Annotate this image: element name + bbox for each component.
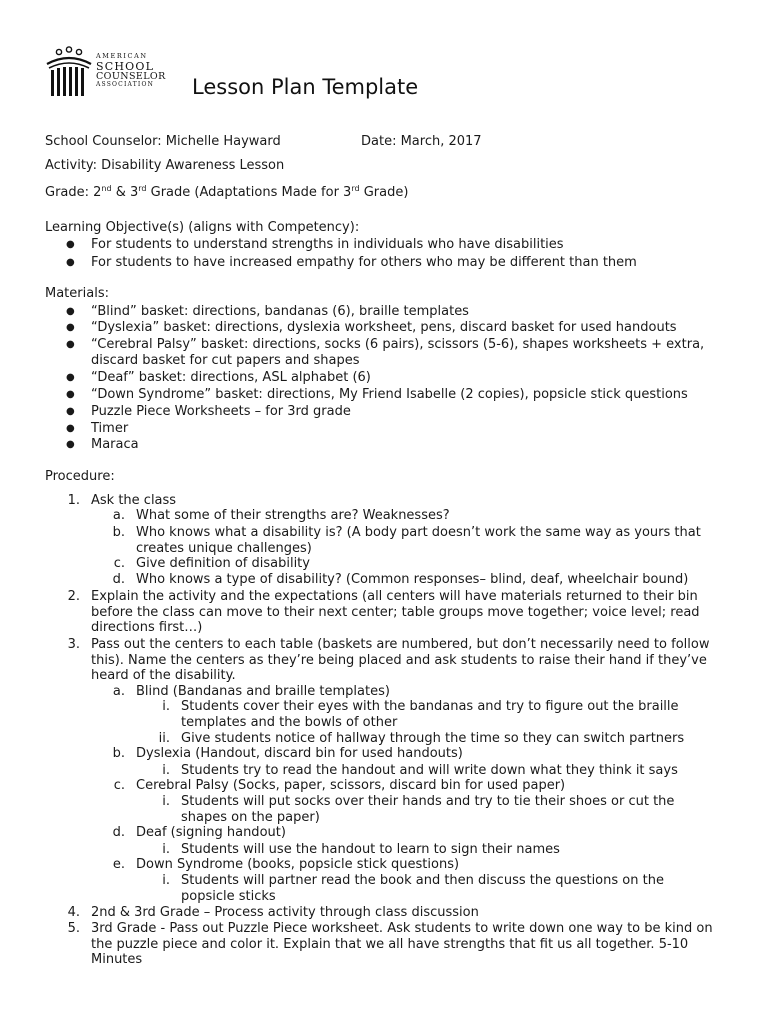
- procedure-step: 2nd & 3rd Grade – Process activity through class discussion: [91, 905, 479, 920]
- bullet-icon: ●: [66, 322, 75, 333]
- grade-superscript: rd: [138, 184, 147, 193]
- logo-line-association: ASSOCIATION: [96, 81, 155, 88]
- procedure-detail: Students try to read the handout and will write down what they think it says: [181, 763, 678, 778]
- procedure-step-continued: heard of the disability.: [91, 668, 236, 683]
- procedure-detail: Give students notice of hallway through the time so they can switch partners: [181, 731, 685, 746]
- list-marker: i.: [162, 873, 170, 888]
- grade-line: [45, 181, 408, 201]
- procedure-substep-continued: creates unique challenges): [136, 541, 312, 556]
- list-marker: c.: [113, 556, 125, 571]
- bullet-icon: ●: [66, 257, 75, 268]
- objective-item: For students to understand strengths in individuals who have disabilities: [91, 237, 564, 252]
- list-marker: i.: [162, 763, 170, 778]
- procedure-substep: Give definition of disability: [136, 556, 310, 571]
- list-marker: i.: [162, 794, 170, 809]
- activity-line: Activity: Disability Awareness Lesson: [45, 158, 285, 173]
- list-marker: e.: [112, 857, 125, 872]
- bullet-icon: ●: [66, 423, 75, 434]
- list-marker: d.: [112, 572, 125, 587]
- material-item: “Down Syndrome” basket: directions, My Friend Isabelle (2 copies), popsicle stick questions: [91, 387, 688, 402]
- logo-line-counselor: COUNSELOR: [96, 70, 166, 82]
- material-item: Puzzle Piece Worksheets – for 3rd grade: [91, 404, 351, 419]
- logo-line-american: AMERICAN: [96, 52, 148, 60]
- asca-logo: [44, 46, 184, 100]
- grade-text: Grade: 2: [45, 185, 102, 200]
- asca-emblem-icon: [44, 46, 94, 100]
- procedure-step: 3rd Grade - Pass out Puzzle Piece worksheet. Ask students to write down one way to be kind on: [91, 921, 713, 936]
- material-item: Timer: [91, 421, 129, 436]
- procedure-step-continued: the puzzle piece and color it. Explain that we all have strengths that fit us all together. 5-10: [91, 937, 689, 952]
- bullet-icon: ●: [66, 389, 75, 400]
- materials-heading: Materials:: [45, 286, 109, 301]
- bullet-icon: ●: [66, 372, 75, 383]
- objective-item: For students to have increased empathy for others who may be different than them: [91, 255, 637, 270]
- grade-text: & 3: [111, 185, 139, 200]
- list-marker: a.: [112, 684, 125, 699]
- procedure-substep: Deaf (signing handout): [136, 825, 286, 840]
- list-marker: 3.: [67, 637, 80, 652]
- bullet-icon: ●: [66, 439, 75, 450]
- list-marker: b.: [112, 525, 125, 540]
- grade-superscript: nd: [101, 184, 112, 193]
- procedure-detail-continued: templates and the bowls of other: [181, 715, 398, 730]
- procedure-detail: Students will use the handout to learn to sign their names: [181, 842, 560, 857]
- procedure-step: Ask the class: [91, 493, 177, 508]
- bullet-icon: ●: [66, 339, 75, 350]
- procedure-heading: Procedure:: [45, 469, 115, 484]
- list-marker: 2.: [67, 589, 80, 604]
- procedure-substep: Down Syndrome (books, popsicle stick questions): [136, 857, 460, 872]
- logo-line-school: SCHOOL: [96, 59, 155, 73]
- list-marker: 4.: [67, 905, 80, 920]
- objectives-heading: Learning Objective(s) (aligns with Competency):: [45, 220, 360, 235]
- procedure-substep: Cerebral Palsy (Socks, paper, scissors, discard bin for used paper): [136, 778, 566, 793]
- list-marker: b.: [112, 746, 125, 761]
- procedure-detail: Students cover their eyes with the bandanas and try to figure out the braille: [181, 699, 679, 714]
- bullet-icon: ●: [66, 306, 75, 317]
- material-item-continued: discard basket for cut papers and shapes: [91, 353, 360, 368]
- material-item: “Deaf” basket: directions, ASL alphabet (6): [91, 370, 371, 385]
- procedure-step-continued: before the class can move to their next center; table groups move together; voice level; read: [91, 605, 700, 620]
- procedure-substep: What some of their strengths are? Weaknesses?: [136, 508, 450, 523]
- procedure-step: Pass out the centers to each table (baskets are numbered, but don’t necessarily need to follow: [91, 637, 710, 652]
- list-marker: d.: [112, 825, 125, 840]
- counselor-name: School Counselor: Michelle Hayward: [45, 134, 281, 149]
- bullet-icon: ●: [66, 406, 75, 417]
- list-marker: 5.: [67, 921, 80, 936]
- list-marker: i.: [162, 699, 170, 714]
- list-marker: 1.: [67, 493, 80, 508]
- page-title: Lesson Plan Template: [192, 75, 419, 99]
- procedure-detail-continued: popsicle sticks: [181, 889, 276, 904]
- procedure-detail: Students will put socks over their hands and try to tie their shoes or cut the: [181, 794, 675, 809]
- lesson-date: Date: March, 2017: [361, 134, 482, 149]
- bullet-icon: ●: [66, 239, 75, 250]
- list-marker: i.: [162, 842, 170, 857]
- list-marker: ii.: [158, 731, 170, 746]
- list-marker: c.: [113, 778, 125, 793]
- procedure-substep: Dyslexia (Handout, discard bin for used handouts): [136, 746, 463, 761]
- list-marker: a.: [112, 508, 125, 523]
- procedure-substep: Who knows what a disability is? (A body part doesn’t work the same way as yours that: [136, 525, 701, 540]
- grade-text: Grade): [359, 185, 409, 200]
- procedure-detail-continued: shapes on the paper): [181, 810, 320, 825]
- procedure-substep: Blind (Bandanas and braille templates): [136, 684, 390, 699]
- material-item: “Dyslexia” basket: directions, dyslexia worksheet, pens, discard basket for used handouts: [91, 320, 677, 335]
- logo-wordmark: [96, 53, 166, 88]
- procedure-step-continued: this). Name the centers as they’re being placed and ask students to raise their hand if they’ve: [91, 653, 707, 668]
- procedure-step: Explain the activity and the expectations (all centers will have materials returned to their bin: [91, 589, 698, 604]
- procedure-detail: Students will partner read the book and then discuss the questions on the: [181, 873, 664, 888]
- grade-superscript: rd: [351, 184, 360, 193]
- procedure-step-continued: directions first…): [91, 620, 203, 635]
- procedure-substep: Who knows a type of disability? (Common responses– blind, deaf, wheelchair bound): [136, 572, 689, 587]
- material-item: Maraca: [91, 437, 139, 452]
- grade-text: Grade (Adaptations Made for 3: [146, 185, 352, 200]
- material-item: “Cerebral Palsy” basket: directions, socks (6 pairs), scissors (5-6), shapes worksheets + extra,: [91, 337, 705, 352]
- material-item: “Blind” basket: directions, bandanas (6), braille templates: [91, 304, 469, 319]
- procedure-step-continued: Minutes: [91, 952, 143, 967]
